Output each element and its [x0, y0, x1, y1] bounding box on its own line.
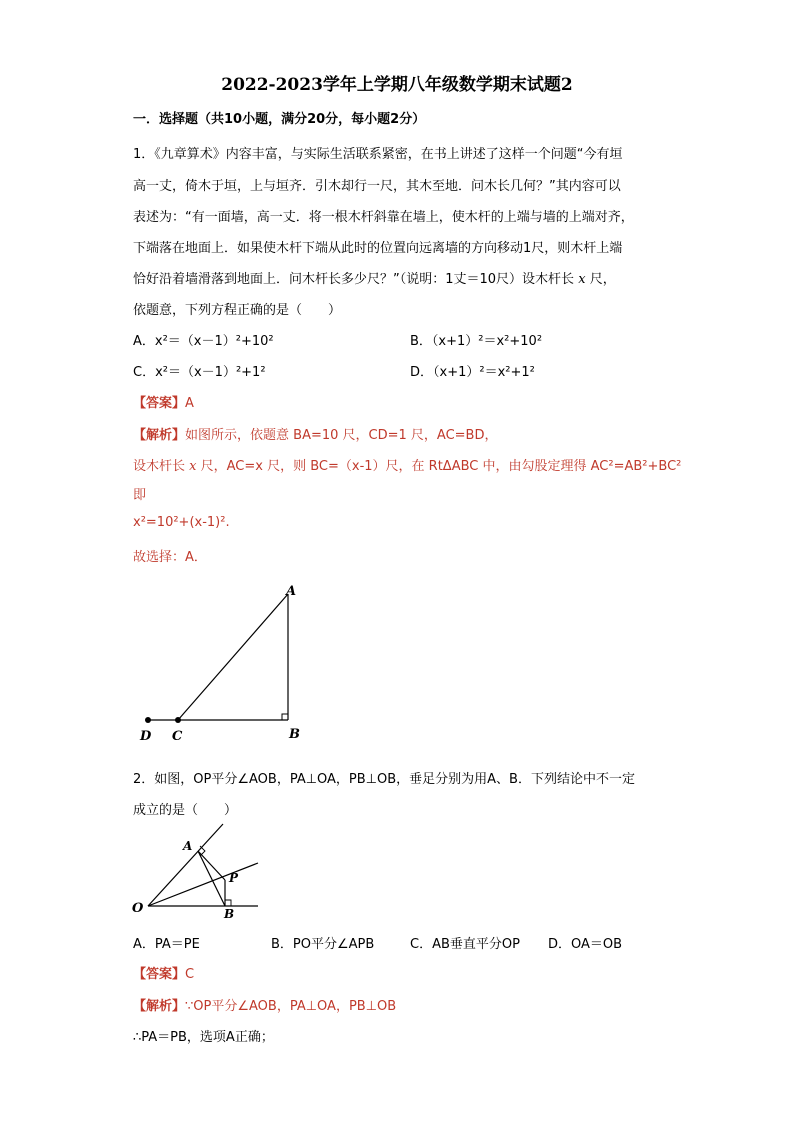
- label-a: A: [183, 839, 193, 853]
- q1-text-line-3: 表述为：“有一面墙，高一丈．将一根木杆斜靠在墙上，使木杆的上端与墙的上端对齐，: [133, 210, 634, 225]
- q1-variable-x: x: [578, 272, 586, 287]
- q2-analysis-line-2: ∴PA＝PB，选项A正确；: [133, 1030, 274, 1045]
- q1-option-d: D．（x+1）²＝x²+1²: [410, 365, 535, 380]
- q1-conclusion: 故选择：A．: [133, 550, 207, 565]
- point-c: [175, 717, 181, 723]
- label-b: B: [289, 727, 300, 742]
- q1-analysis-line-3: 即: [133, 488, 147, 503]
- q2-text-line-1: 2．如图，OP平分∠AOB，PA⊥OA，PB⊥OB，垂足分别为用A、B．下列结论中不一定: [133, 772, 635, 787]
- page-title: 2022-2023学年上学期八年级数学期末试题2: [221, 75, 573, 95]
- q1-answer: [133, 392, 194, 411]
- point-d: [145, 717, 151, 723]
- q2-option-c: C．AB垂直平分OP: [410, 937, 520, 952]
- q1-text-line-2: 高一丈，倚木于垣，上与垣齐．引木却行一尺，其木至地．问木长几何？”其内容可以: [133, 179, 621, 194]
- q2-text-line-2: 成立的是（ ）: [133, 803, 238, 818]
- label-d: D: [140, 729, 152, 744]
- q1-text-line-1: 1．《九章算术》内容丰富，与实际生活联系紧密，在书上讲述了这样一个问题“今有垣: [133, 147, 623, 162]
- q1-option-b: B．（x+1）²＝x²+10²: [410, 334, 543, 349]
- section-heading: 一．选择题（共10小题，满分20分，每小题2分）: [133, 112, 426, 127]
- q1-analysis-line-4: x²=10²+(x-1)².: [133, 515, 230, 530]
- analysis-label: 【解析】: [133, 428, 186, 443]
- q2-option-b: B．PO平分∠APB: [271, 937, 375, 952]
- answer-label: 【答案】: [133, 967, 186, 982]
- q2-angle-figure: [130, 820, 270, 925]
- q1-analysis-line-2: 设木杆长 x 尺，AC=x 尺，则 BC=（x-1）尺，在 RtΔABC 中，由勾股定理得 AC²=AB²+BC²: [133, 459, 682, 474]
- answer-value: C: [185, 967, 195, 982]
- q2-answer: [133, 963, 194, 982]
- analysis-label: 【解析】: [133, 999, 186, 1014]
- label-c: C: [172, 729, 183, 744]
- q1-option-a: A．x²＝（x－1）²+10²: [133, 334, 274, 349]
- q2-option-a: A．PA＝PE: [133, 937, 200, 952]
- q1-triangle-figure: [130, 578, 320, 748]
- label-a: A: [286, 584, 297, 599]
- q1-text-line-6: 依题意，下列方程正确的是（ ）: [133, 303, 342, 318]
- q2-option-d: D．OA＝OB: [548, 937, 623, 952]
- q1-analysis-line-1: 【解析】如图所示，依题意 BA=10 尺，CD=1 尺，AC=BD，: [133, 428, 498, 443]
- answer-label: 【答案】: [133, 396, 186, 411]
- answer-value: A: [185, 396, 194, 411]
- q1-text-line-4: 下端落在地面上．如果使木杆下端从此时的位置向远离墙的方向移动1尺，则木杆上端: [133, 241, 623, 256]
- q2-analysis-line-1: 【解析】∵OP平分∠AOB，PA⊥OA，PB⊥OB: [133, 999, 397, 1014]
- label-o: O: [132, 901, 144, 916]
- label-p: P: [229, 871, 239, 885]
- q1-text-line-5: 恰好沿着墙滑落到地面上．问木杆长多少尺？”（说明：1丈＝10尺）设木杆长 x 尺，: [133, 272, 616, 287]
- q1-option-c: C．x²＝（x－1）²+1²: [133, 365, 266, 380]
- label-b: B: [224, 907, 235, 921]
